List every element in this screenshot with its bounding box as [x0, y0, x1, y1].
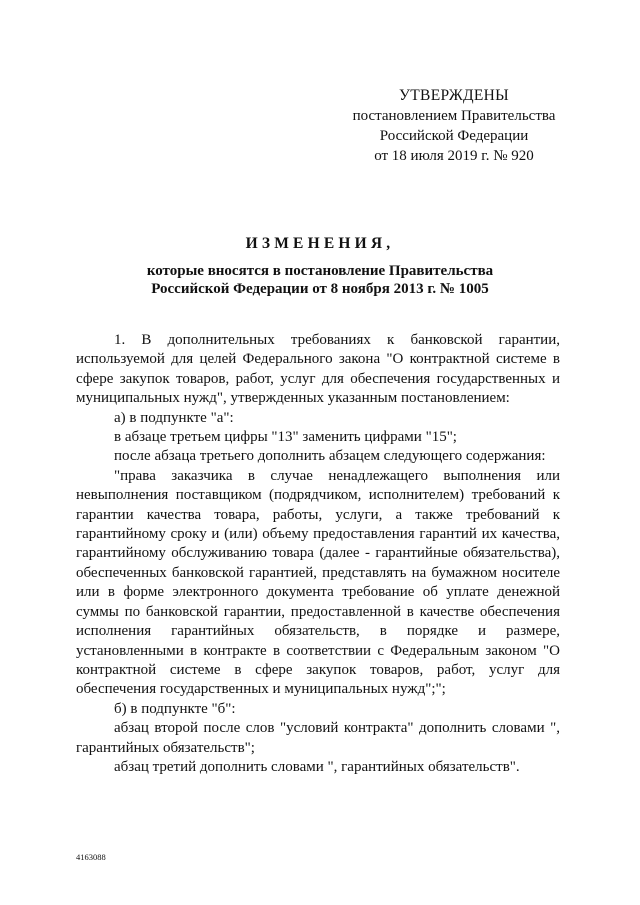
document-title: ИЗМЕНЕНИЯ, — [245, 235, 395, 252]
paragraph-4: после абзаца третьего дополнить абзацем следующего содержания: — [114, 448, 546, 465]
subtitle-line-1: которые вносятся в постановление Правительства — [146, 263, 494, 279]
paragraph-7: абзац второй после слов "условий контракта" дополнить словами ", гарантийных обязательств"; — [76, 720, 560, 756]
approval-line-3: от 18 июля 2019 г. № 920 — [374, 148, 534, 164]
approval-stamp-word: УТВЕРЖДЕНЫ — [399, 87, 509, 104]
paragraph-5-quote: "права заказчика в случае ненадлежащего выполнения или невыполнения поставщиком (подрядчиком, исполнителем) требований к гарантии качества товара, работы, услуги, а также требований к гарантийному сроку и (или) объему предоставления гарантий их качества, гарантийному обслуживанию товара (далее - гарантийные обязательства), обеспеченных банковской гарантией, представлять на бумажном носителе или в форме электронного документа требование об уплате денежной суммы по банковской гарантии, предоставленной в качестве обеспечения исполнения гарантийных обязательств, в порядке и размере, установленными в контракте в соответствии с Федеральным законом "О контрактной системе в сфере закупок товаров, работ, услуг для обеспечения государственных и муниципальных нужд";"; — [76, 467, 560, 698]
paragraph-1: 1. В дополнительных требованиях к банковской гарантии, используемой для целей Федерального закона "О контрактной системе в сфере закупок товаров, работ, услуг для обеспечения государственных и муниципальных нужд", утвержденных указанным постановлением: — [76, 332, 560, 407]
document-code: 4163088 — [76, 852, 106, 862]
paragraph-8: абзац третий дополнить словами ", гарантийных обязательств". — [114, 758, 520, 775]
document-subtitle — [90, 262, 550, 298]
document-body — [76, 331, 560, 777]
approval-line-2: Российской Федерации — [379, 128, 529, 144]
paragraph-3: в абзаце третьем цифры "13" заменить цифрами "15"; — [114, 429, 457, 446]
paragraph-6: б) в подпункте "б": — [114, 700, 236, 717]
paragraph-2: а) в подпункте "а": — [114, 409, 234, 426]
subtitle-line-2: Российской Федерации от 8 ноября 2013 г. № 1005 — [151, 281, 489, 297]
approval-block — [330, 86, 578, 166]
approval-line-1: постановлением Правительства — [352, 108, 556, 124]
